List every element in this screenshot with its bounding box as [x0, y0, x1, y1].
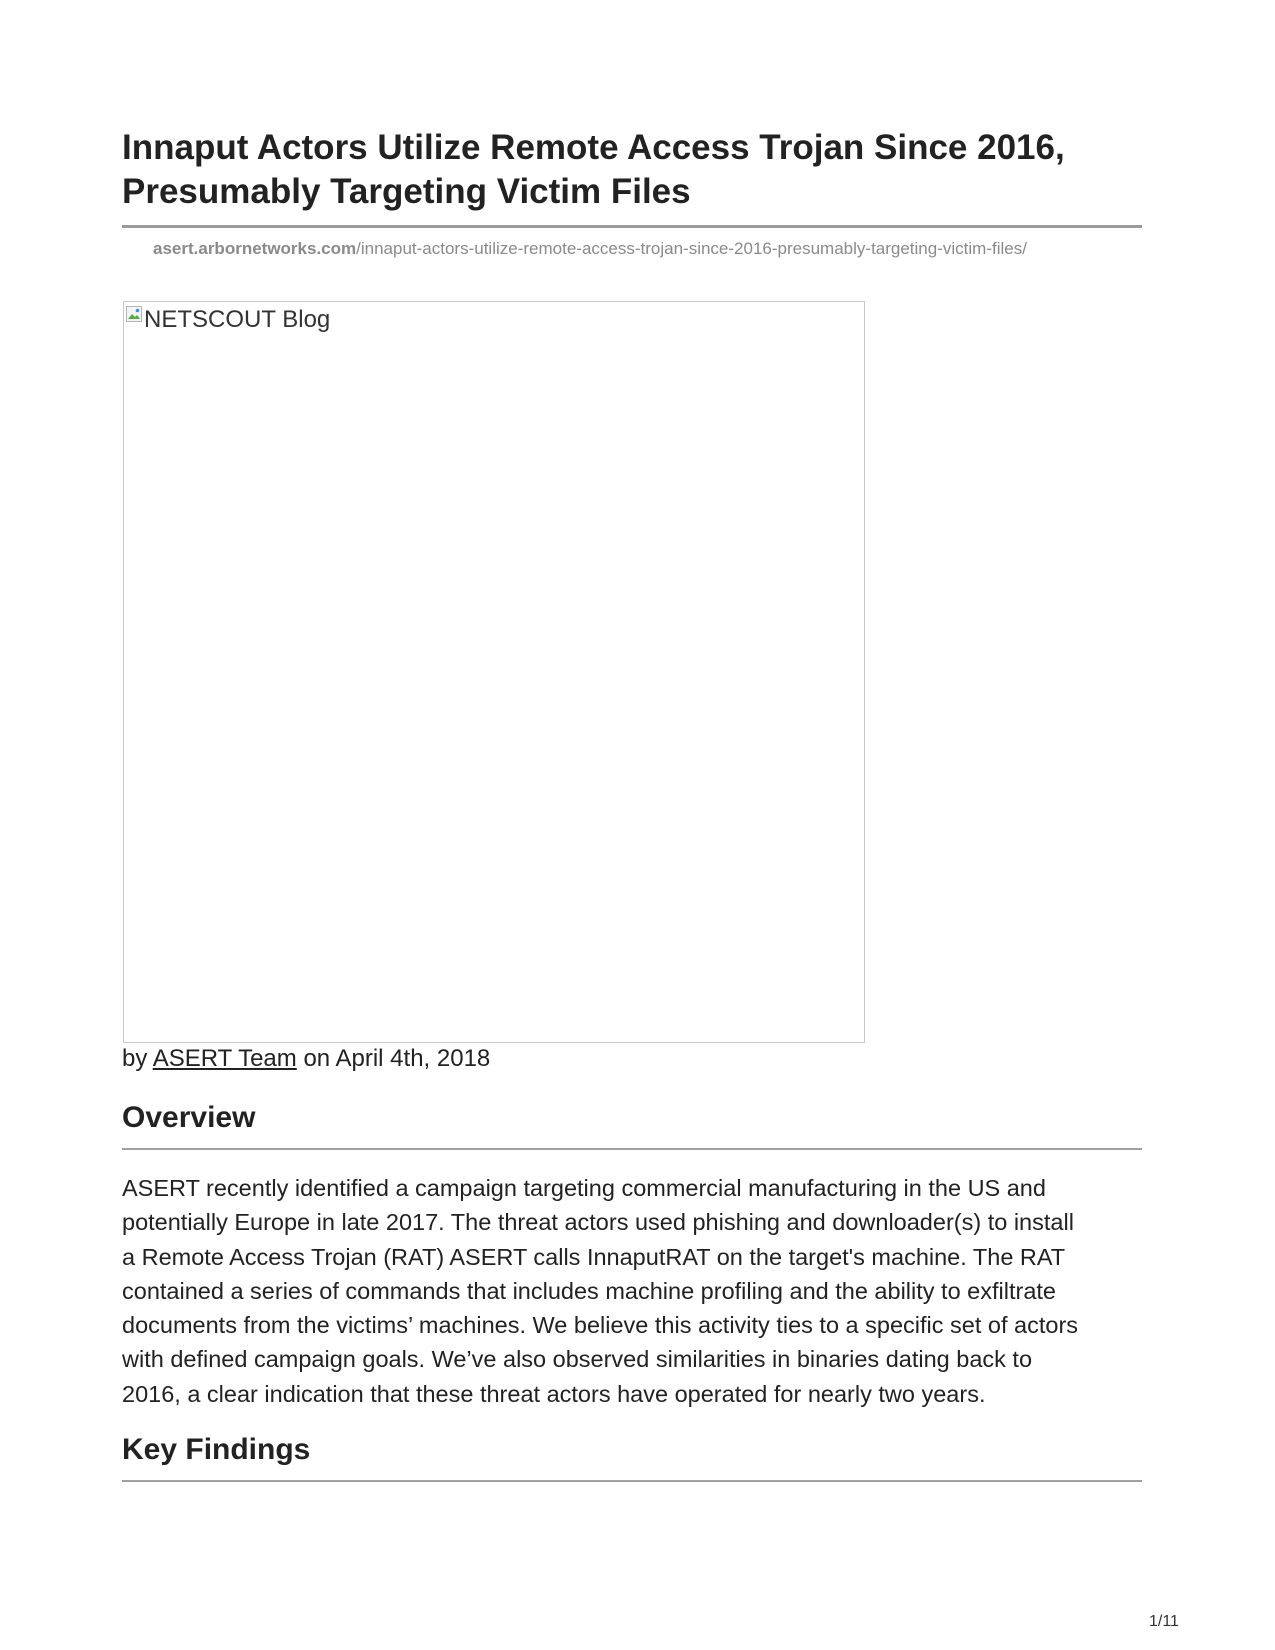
article-title: Innaput Actors Utilize Remote Access Trojan Since 2016, Presumably Targeting Victim Files: [122, 128, 1065, 211]
overview-line: with defined campaign goals. We’ve also observed similarities in binaries dating back to: [122, 1346, 1033, 1373]
source-url[interactable]: [153, 239, 1027, 259]
byline-date: on April 4th, 2018: [303, 1045, 491, 1072]
overview-divider: [122, 1148, 1142, 1150]
overview-line: contained a series of commands that includes machine profiling and the ability to exfiltrate: [122, 1277, 1056, 1304]
author-link[interactable]: ASERT Team: [152, 1045, 297, 1072]
key-findings-divider: [122, 1480, 1142, 1482]
page-number: 1/11: [1149, 1613, 1179, 1630]
overview-line: a Remote Access Trojan (RAT) ASERT calls InnaputRAT on the target's machine. The RAT: [122, 1243, 1066, 1270]
title-divider: [122, 225, 1142, 228]
source-path: /innaput-actors-utilize-remote-access-trojan-since-2016-presumably-targeting-victim-files/: [356, 239, 1027, 258]
broken-image-icon: [126, 306, 142, 322]
heading-key-findings: Key Findings: [122, 1433, 311, 1466]
byline: [122, 1045, 490, 1073]
image-alt-text-container: [126, 306, 330, 334]
image-alt-text: NETSCOUT Blog: [144, 306, 331, 333]
source-domain: asert.arbornetworks.com: [153, 239, 357, 258]
overview-line: documents from the victims’ machines. We believe this activity ties to a specific set of actors: [122, 1312, 1079, 1339]
overview-line: 2016, a clear indication that these threat actors have operated for nearly two years.: [122, 1380, 986, 1407]
overview-line: potentially Europe in late 2017. The threat actors used phishing and downloader(s) to install: [122, 1209, 1074, 1236]
overview-line: ASERT recently identified a campaign targeting commercial manufacturing in the US and: [122, 1175, 1046, 1201]
overview-paragraph: [122, 1171, 1152, 1411]
blog-image-placeholder: [123, 301, 865, 1043]
heading-overview: Overview: [122, 1101, 256, 1134]
byline-prefix: by: [122, 1045, 148, 1072]
